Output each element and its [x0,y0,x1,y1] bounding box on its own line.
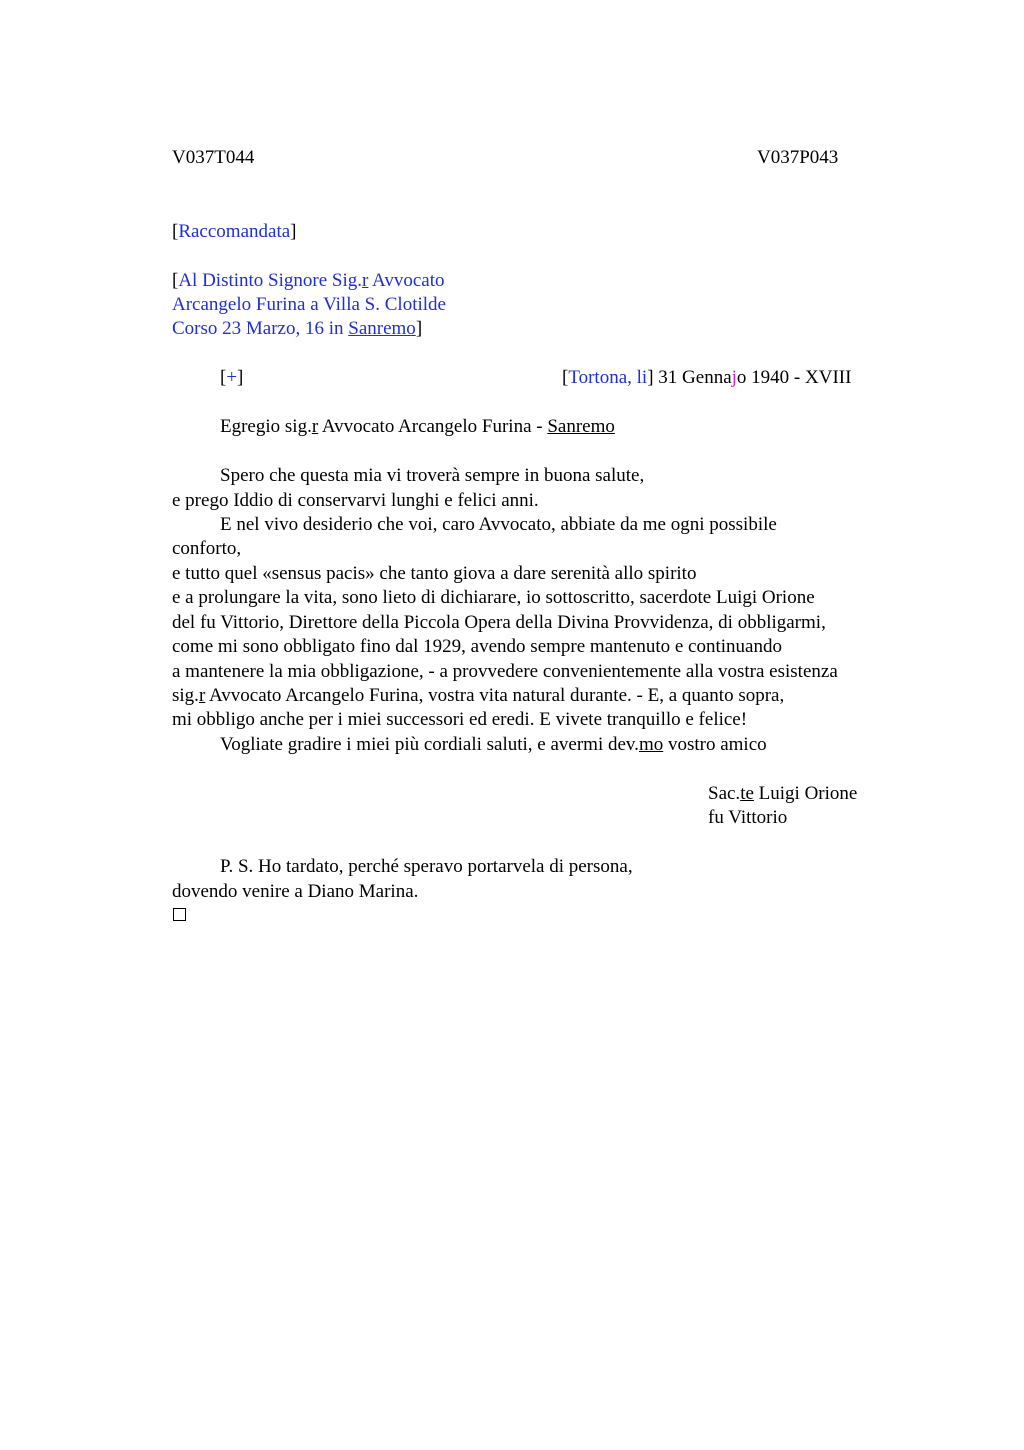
body-line: e a prolungare la vita, sono lieto di dichiarare, io sottoscritto, sacerdote Luigi Orione [172,587,815,608]
body-line: Spero che questa mia vi troverà sempre in buona salute, [220,465,645,486]
salutation: Egregio sig.r Avvocato Arcangelo Furina - Sanremo [220,416,615,437]
body-line: sig.r Avvocato Arcangelo Furina, vostra vita natural durante. - E, a quanto sopra, [172,685,785,706]
dateline: [Tortona, li] 31 Gennajo 1940 - XVIII [562,367,852,388]
body-line: e tutto quel «sensus pacis» che tanto giova a dare serenità allo spirito [172,563,697,584]
registered-mail-note: [Raccomandata] [172,221,297,242]
document-code-right: V037P043 [757,147,839,168]
body-line: mi obbligo anche per i miei successori ed eredi. E vivete tranquillo e felice! [172,709,748,730]
body-line: come mi sono obbligato fino dal 1929, avendo sempre mantenuto e continuando [172,636,782,657]
postscript-line: P. S. Ho tardato, perché speravo portarvela di persona, [220,856,633,877]
cross-mark: [+] [220,367,244,388]
end-marker-icon [173,908,186,921]
body-line: e prego Iddio di conservarvi lunghi e felici anni. [172,490,539,511]
body-line: del fu Vittorio, Direttore della Piccola Opera della Divina Provvidenza, di obbligarmi, [172,612,826,633]
postscript-line: dovendo venire a Diano Marina. [172,881,419,902]
document-code-left: V037T044 [172,147,255,168]
address-line-1: [Al Distinto Signore Sig.r Avvocato [172,270,445,291]
body-line: a mantenere la mia obbligazione, - a provvedere convenientemente alla vostra esistenza [172,661,838,682]
body-line: E nel vivo desiderio che voi, caro Avvocato, abbiate da me ogni possibile [220,514,777,535]
signature-parentage: fu Vittorio [708,807,788,828]
signature-name: Sac.te Luigi Orione [708,783,858,804]
address-line-3: Corso 23 Marzo, 16 in Sanremo] [172,318,423,339]
body-line: conforto, [172,538,242,559]
closing-line: Vogliate gradire i miei più cordiali saluti, e avermi dev.mo vostro amico [220,734,767,755]
address-line-2: Arcangelo Furina a Villa S. Clotilde [172,294,446,315]
